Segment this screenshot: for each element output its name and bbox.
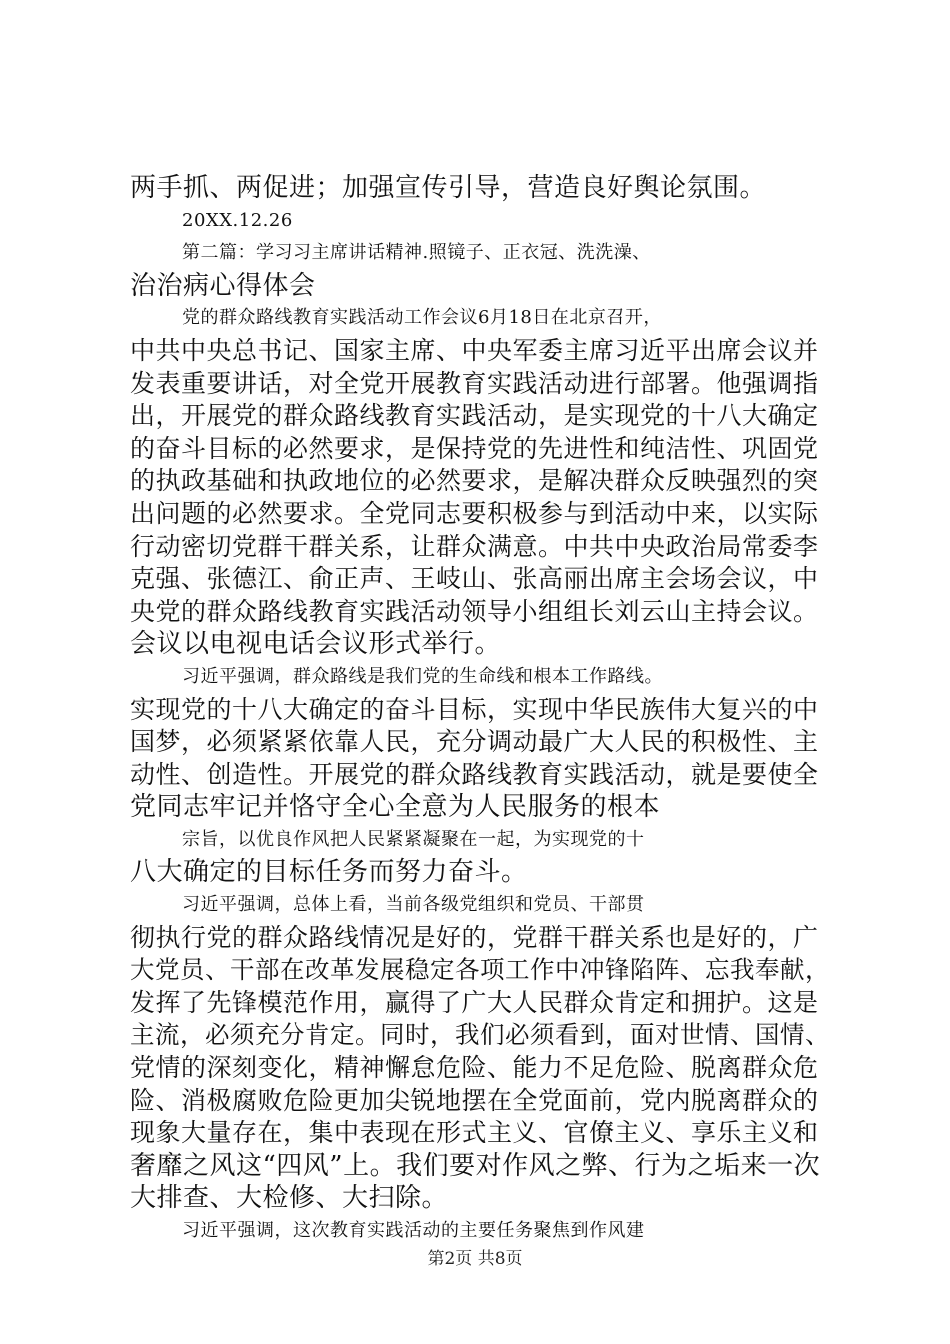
- text-line: 习近平强调，这次教育实践活动的主要任务聚焦到作风建: [182, 1220, 645, 1241]
- text-line: 宗旨，以优良作风把人民紧紧凝聚在一起，为实现党的十: [182, 828, 645, 850]
- text-line: 主流，必须充分肯定。同时，我们必须看到，面对世情、国情、: [130, 1020, 830, 1050]
- text-line: 险、消极腐败危险更加尖锐地摆在全党面前，党内脱离群众的: [130, 1085, 819, 1115]
- text-line: 出问题的必然要求。全党同志要积极参与到活动中来，以实际: [130, 498, 819, 528]
- text-line: 党的群众路线教育实践活动工作会议6月18日在北京召开，: [182, 307, 662, 329]
- text-line: 党同志牢记并恪守全心全意为人民服务的根本: [130, 792, 661, 823]
- page-footer: 第2页 共8页: [427, 1249, 523, 1269]
- text-line: 的执政基础和执政地位的必然要求，是解决群众反映强烈的突: [130, 466, 819, 496]
- text-line: 习近平强调，总体上看，当前各级党组织和党员、干部贯: [182, 894, 645, 916]
- text-line: 第二篇：学习习主席讲话精神.照镜子、正衣冠、洗洗澡、: [182, 242, 651, 264]
- text-line: 习近平强调，群众路线是我们党的生命线和根本工作路线。: [182, 665, 663, 687]
- text-line: 大排查、大检修、大扫除。: [130, 1183, 449, 1214]
- text-line: 彻执行党的群众路线情况是好的，党群干群关系也是好的，广: [130, 922, 819, 952]
- document-body: [130, 172, 830, 1248]
- text-line: 动性、创造性。开展党的群众路线教育实践活动，就是要使全: [130, 759, 819, 789]
- text-line: 的奋斗目标的必然要求，是保持党的先进性和纯洁性、巩固党: [130, 433, 819, 463]
- text-line: 大党员、干部在改革发展稳定各项工作中冲锋陷阵、忘我奉献，: [130, 955, 830, 985]
- text-line: 发挥了先锋模范作用，赢得了广大人民群众肯定和拥护。这是: [130, 987, 819, 1017]
- text-line: 国梦，必须紧紧依靠人民，充分调动最广大人民的积极性、主: [130, 727, 819, 757]
- text-line: 出，开展党的群众路线教育实践活动，是实现党的十八大确定: [130, 401, 819, 431]
- text-line: 20XX.12.26: [182, 209, 293, 231]
- text-line: 克强、张德江、俞正声、王岐山、张高丽出席主会场会议，中: [130, 564, 819, 594]
- text-line: 中共中央总书记、国家主席、中央军委主席习近平出席会议并: [130, 335, 819, 365]
- text-line: 奢靡之风这“四风”上。我们要对作风之弊、行为之垢来一次: [130, 1150, 821, 1181]
- text-line: 治治病心得体会: [130, 270, 316, 301]
- text-line: 八大确定的目标任务而努力奋斗。: [130, 857, 528, 888]
- text-line: 实现党的十八大确定的奋斗目标，实现中华民族伟大复兴的中: [130, 694, 819, 724]
- text-line: 党情的深刻变化，精神懈怠危险、能力不足危险、脱离群众危: [130, 1053, 819, 1083]
- text-line: 行动密切党群干群关系，让群众满意。中共中央政治局常委李: [130, 531, 819, 561]
- text-line: 两手抓、两促进；加强宣传引导，营造良好舆论氛围。: [130, 173, 767, 203]
- text-line: 央党的群众路线教育实践活动领导小组组长刘云山主持会议。: [130, 596, 819, 626]
- text-line: 现象大量存在，集中表现在形式主义、官僚主义、享乐主义和: [130, 1118, 819, 1148]
- text-line: 发表重要讲话，对全党开展教育实践活动进行部署。他强调指: [130, 368, 819, 398]
- text-line: 会议以电视电话会议形式举行。: [130, 629, 502, 660]
